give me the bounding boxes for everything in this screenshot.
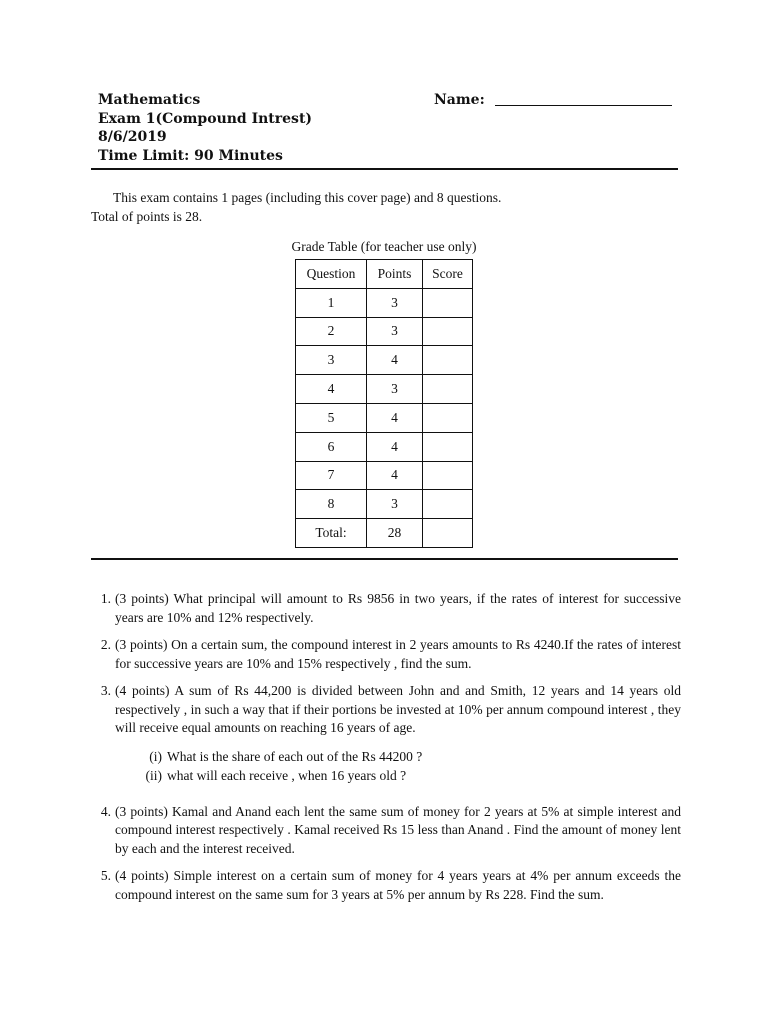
row-score-cell[interactable]	[423, 490, 473, 519]
table-row	[296, 317, 473, 346]
exam-header	[98, 91, 312, 165]
question-item	[91, 590, 681, 627]
grade-table-caption: Grade Table (for teacher use only)	[291, 239, 477, 254]
exam-title: Exam 1(Compound Intrest)	[98, 110, 313, 127]
question-item	[91, 803, 681, 859]
question-number: 1.	[100, 591, 111, 606]
row-question: 3	[296, 346, 367, 375]
question-text: (4 points) A sum of Rs 44,200 is divided between John and and Smith, 12 years and 14 years old respectively , in such a way that if their portions be invested at 10% per annum compound interest , they will receive equal amounts on reaching 16 years of age.	[115, 683, 681, 735]
row-score-cell[interactable]	[423, 403, 473, 432]
subpart-label: (i)	[149, 748, 162, 764]
row-score-cell[interactable]	[423, 317, 473, 346]
row-points: 3	[367, 288, 423, 317]
intro-line-1: This exam contains 1 pages (including this cover page) and 8 questions.	[113, 190, 502, 205]
name-field-block	[434, 91, 672, 110]
name-blank-line[interactable]	[495, 93, 672, 106]
row-points: 3	[367, 490, 423, 519]
row-score-cell[interactable]	[423, 432, 473, 461]
subpart-list	[115, 747, 681, 785]
header-divider	[91, 168, 678, 170]
row-question: 1	[296, 288, 367, 317]
row-score-cell[interactable]	[423, 288, 473, 317]
name-label: Name:	[434, 92, 485, 108]
row-points: 4	[367, 403, 423, 432]
total-row	[296, 519, 473, 548]
subpart-text: what will each receive , when 16 years old ?	[167, 767, 407, 783]
question-number: 4.	[100, 803, 111, 819]
subject-title: Mathematics	[98, 92, 201, 108]
table-row	[296, 490, 473, 519]
table-row	[296, 403, 473, 432]
subpart-label: (ii)	[145, 767, 162, 783]
row-points: 4	[367, 346, 423, 375]
question-item	[91, 636, 681, 673]
row-points: 3	[367, 317, 423, 346]
row-score-cell[interactable]	[423, 461, 473, 490]
row-question: 4	[296, 375, 367, 404]
table-row	[296, 461, 473, 490]
total-points: 28	[367, 519, 423, 548]
header-points: Points	[367, 260, 423, 289]
question-list	[91, 590, 681, 913]
table-row	[296, 375, 473, 404]
question-text: (3 points) What principal will amount to Rs 9856 in two years, if the rates of interest for successive years are 10% and 12% respectively.	[115, 591, 681, 625]
subpart-item	[115, 747, 681, 766]
exam-date: 8/6/2019	[98, 129, 167, 145]
subpart-text: What is the share of each out of the Rs 44200 ?	[167, 748, 423, 764]
time-limit: Time Limit: 90 Minutes	[98, 147, 283, 164]
question-item	[91, 682, 681, 794]
question-text: (3 points) On a certain sum, the compound interest in 2 years amounts to Rs 4240.If the rates of interest for successive years are 10% and 15% respectively , find the sum.	[115, 637, 681, 671]
grade-table-header	[296, 260, 473, 289]
question-item	[91, 867, 681, 904]
intro-text	[91, 189, 691, 226]
row-points: 4	[367, 461, 423, 490]
table-row	[296, 346, 473, 375]
question-number: 5.	[100, 868, 111, 883]
subpart-item	[115, 766, 681, 785]
table-divider	[91, 558, 678, 560]
intro-line-2: Total of points is 28.	[91, 208, 203, 224]
row-question: 5	[296, 403, 367, 432]
header-question: Question	[296, 260, 367, 289]
row-points: 3	[367, 375, 423, 404]
grade-table	[295, 259, 473, 548]
question-number: 2.	[100, 637, 111, 652]
row-question: 7	[296, 461, 367, 490]
table-row	[296, 432, 473, 461]
question-text: (4 points) Simple interest on a certain sum of money for 4 years years at 4% per annum exceeds the compound interest on the same sum for 3 years at 5% per annum by Rs 228. Find the sum.	[115, 868, 681, 902]
row-score-cell[interactable]	[423, 346, 473, 375]
row-question: 2	[296, 317, 367, 346]
row-question: 8	[296, 490, 367, 519]
total-score-cell[interactable]	[423, 519, 473, 548]
question-number: 3.	[100, 683, 111, 698]
question-text: (3 points) Kamal and Anand each lent the same sum of money for 2 years at 5% at simple interest and compound interest respectively . Kamal received Rs 15 less than Anand . Find the amount of money lent by each and the interest received.	[115, 803, 681, 856]
row-points: 4	[367, 432, 423, 461]
total-label: Total:	[296, 519, 367, 548]
row-question: 6	[296, 432, 367, 461]
table-row	[296, 288, 473, 317]
row-score-cell[interactable]	[423, 375, 473, 404]
header-score: Score	[423, 260, 473, 289]
